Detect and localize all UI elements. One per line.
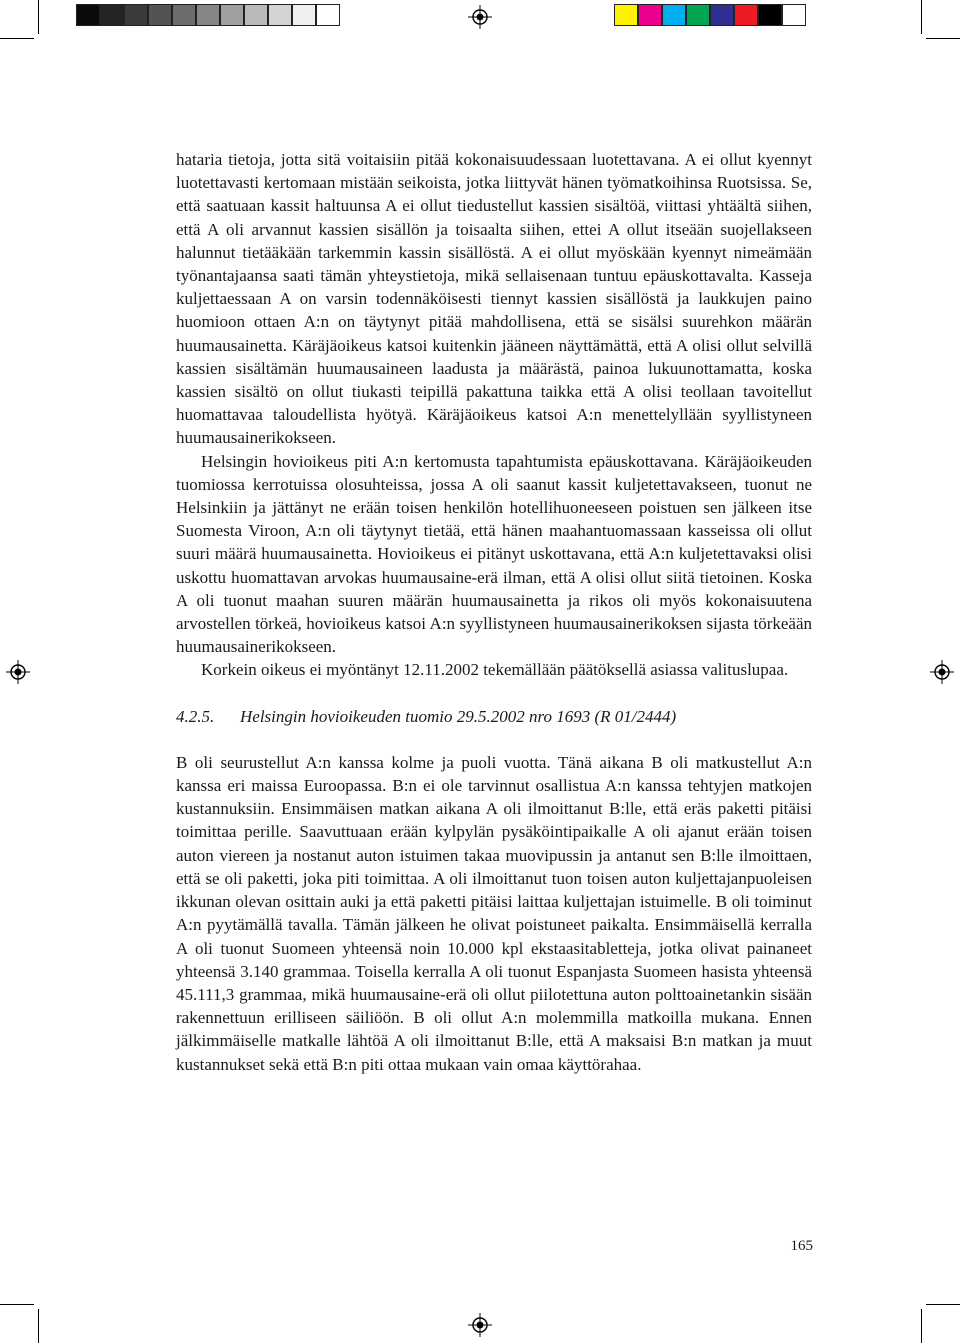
crop-mark-top-right-h [926,38,960,39]
document-body [176,148,812,1076]
section-heading [176,705,812,728]
grayscale-swatch [148,4,172,26]
grayscale-swatch [76,4,100,26]
grayscale-swatch [172,4,196,26]
page-number: 165 [790,1238,813,1254]
registration-mark-top-icon [468,5,492,29]
crop-mark-bottom-left-h [0,1304,34,1305]
registration-mark-right-icon [930,660,954,684]
grayscale-swatch [268,4,292,26]
crop-mark-bottom-right-h [926,1304,960,1305]
crop-mark-top-right-v [921,0,922,34]
process-color-swatch [662,4,686,26]
grayscale-swatch [244,4,268,26]
crop-mark-bottom-left-v [38,1309,39,1343]
crop-mark-top-left-h [0,38,34,39]
process-color-swatch [758,4,782,26]
process-color-swatch [686,4,710,26]
process-color-swatch [782,4,806,26]
section-title: Helsingin hovioikeuden tuomio 29.5.2002 nro 1693 (R 01/2444) [240,706,677,726]
crop-mark-bottom-right-v [921,1309,922,1343]
process-color-swatch [734,4,758,26]
grayscale-swatch [196,4,220,26]
process-color-swatch [614,4,638,26]
section-paragraph: B oli seurustellut A:n kanssa kolme ja puoli vuotta. Tänä aikana B oli matkustellut A:n kanssa eri maissa Euroopassa. B:n ei ole tarvinnut osallistua A:n kanssa tehtyjen matkojen kustannuksiin. Ensimmäisen matkan aikana A oli ilmoittanut B:lle, että eräs paketti pitäisi toimittaa perille. Saavuttuaan erään kylpylän pysäköintipaikalle A oli ajanut erään toisen auton viereen ja nostanut auton istuimen takaa muovipussin ja antanut sen B:lle ilmoittaen, että se oli paketti, joka piti toimittaa. A oli ilmoittanut tuon toisen auton kuljettajanpuoleisen ikkunan olevan osittain auki ja että paketti pitäisi laittaa kuljettajan istuimelle. B oli toiminut A:n pyytämällä tavalla. Tämän jälkeen he olivat poistuneet paikalta. Ensimmäisellä kerralla A oli tuonut Suomeen yhteensä noin 10.000 kpl ekstaasitabletteja, jotka olivat painaneet yhteensä 3.140 grammaa. Toisella kerralla A oli tuonut Espanjasta Suomeen hasista yhteensä 45.111,3 grammaa, mikä huumausaine-erä oli ollut piilotettuna auton polttoainetankin sisään rakennettuun erilliseen säiliöön. B oli ollut A:n molemmilla matkoilla mukana. Ennen jälkimmäiselle matkalle lähtöä A oli ilmoittanut B:lle, että A maksaisi B:n matkan ja muut kustannukset sekä että B:n piti ottaa mukaan vain omaa käyttörahaa. [176,752,812,1074]
crop-mark-top-left-v [38,0,39,34]
grayscale-swatch [124,4,148,26]
paragraph-continuation: hataria tietoja, jotta sitä voitaisiin pitää kokonaisuudessaan luotettavana. A ei ollut kyennyt luotettavasti kertomaan mistään seikoista, jotka liittyvät hänen työmatkoihinsa Ruotsissa. Se, että saatuaan kassit haltuunsa A ei ollut tiedustellut kassien sisältöä, viittasi yhtäältä siihen, että A oli arvannut kassien sisällön ja toisaalta siihen, ettei A ollut itseään suojellakseen halunnut tietääkään tarkemmin kassin sisällöstä. A ei ollut myöskään kyennyt nimeämään työnantajaansa saati tämän yhteystietoja, mikä sellaisenaan tuntuu epäuskottavalta. Kasseja kuljettaessaan A on varsin todennäköisesti tiennyt kassien sisällöstä ja laukkujen paino huomioon ottaen A:n on täytynyt pitää mahdollisena, että se sisälsi suurehkon määrän huumausainetta. Käräjäoikeus katsoi kuitenkin jääneen näyttämättä, että A olisi ollut selvillä kassien sisältämän huumausaineen laadusta ja määrästä, painoa lukuunottamatta, koska kassien sisältö on ollut tiukasti teipillä pakattuna taikka että A olisi teollaan tavoitellut huomattavaa taloudellista hyötyä. Käräjäoikeus katsoi A:n menettelyllään syyllistyneen huumausainerikokseen. [176,150,812,448]
section-number: 4.2.5. [176,706,215,726]
paragraph-hovioikeus: Helsingin hovioikeus piti A:n kertomusta tapahtumista epäuskottavana. Käräjäoikeuden tuomiossa kerrotuissa olosuhteissa, jossa A oli saanut kassit kuljetettavakseen, tuonut ne Helsinkiin ja jättänyt ne erään toisen henkilön hotellihuoneeseen poistuen sen jälkeen itse Suomesta Viroon, A:n oli täytynyt tietää, että hänen maahantuomassaan kasseissa oli ollut suuri määrä huumausainetta. Hovioikeus ei pitänyt uskottavana, että A:n kuljetettavaksi olisi uskottu huomattavan arvokas huumausaine-erä ilman, että A olisi ollut siitä tietoinen. Koska A oli tuonut maahan suuren määrän huumausainetta ja rikos oli myös kokonaisuutena arvostellen törkeä, hovioikeus katsoi A:n syyllistyneen huumausainerikoksen sijasta törkeään huumausainerikokseen. [176,451,812,657]
registration-mark-bottom-icon [468,1313,492,1337]
process-color-swatch [638,4,662,26]
grayscale-swatch [316,4,340,26]
registration-mark-left-icon [6,660,30,684]
grayscale-swatch [220,4,244,26]
grayscale-color-bar [76,4,340,26]
grayscale-swatch [292,4,316,26]
grayscale-swatch [100,4,124,26]
paragraph-korkein-oikeus: Korkein oikeus ei myöntänyt 12.11.2002 tekemällään päätöksellä asiassa valituslupaa. [201,660,789,680]
process-color-swatch [710,4,734,26]
process-color-bar [614,4,806,26]
